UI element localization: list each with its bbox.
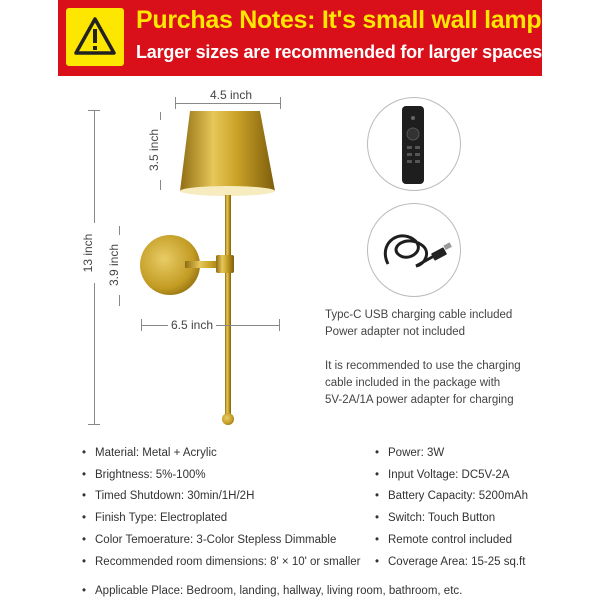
spec-remote: • Remote control included xyxy=(388,534,512,546)
recommendation-line-2: cable included in the package with xyxy=(325,377,501,389)
shade-width-label: 4.5 inch xyxy=(207,88,255,102)
lamp-stem xyxy=(225,195,231,417)
spec-battery-capacity: • Battery Capacity: 5200mAh xyxy=(388,490,528,502)
base-height-label: 3.9 inch xyxy=(107,235,121,295)
lamp-shade xyxy=(180,111,275,191)
recommendation-line-1: It is recommended to use the charging xyxy=(325,360,521,372)
banner-subtitle: Larger sizes are recommended for larger spaces xyxy=(136,42,542,62)
warning-badge xyxy=(66,8,124,66)
spec-coverage-area: • Coverage Area: 15-25 sq.ft xyxy=(388,556,525,568)
recommendation-line-3: 5V-2A/1A power adapter for charging xyxy=(325,394,514,406)
spec-input-voltage: • Input Voltage: DC5V-2A xyxy=(388,469,509,481)
shade-height-label: 3.5 inch xyxy=(147,120,161,180)
spec-room-dimensions: • Recommended room dimensions: 8' × 10' or smaller xyxy=(95,556,361,568)
usb-cable-image xyxy=(367,203,461,297)
spec-finish-type: • Finish Type: Electroplated xyxy=(95,512,227,524)
spec-timed-shutdown: • Timed Shutdown: 30min/1H/2H xyxy=(95,490,254,502)
usb-cable-icon xyxy=(368,204,460,296)
spec-brightness: • Brightness: 5%-100% xyxy=(95,469,206,481)
adapter-not-included-note: Power adapter not included xyxy=(325,326,466,338)
purchase-notes-banner xyxy=(58,0,542,76)
spec-switch: • Switch: Touch Button xyxy=(388,512,495,524)
banner-title: Purchas Notes: It's small wall lamp xyxy=(136,6,542,34)
spec-power: • Power: 3W xyxy=(388,447,444,459)
spec-applicable-place: • Applicable Place: Bedroom, landing, hallway, living room, bathroom, etc. xyxy=(95,585,462,597)
warning-triangle-icon xyxy=(72,14,118,60)
depth-label: 6.5 inch xyxy=(168,318,216,332)
total-height-label: 13 inch xyxy=(81,223,95,283)
spec-color-temperature: • Color Temoerature: 3-Color Stepless Dimmable xyxy=(95,534,336,546)
spec-material: • Material: Metal + Acrylic xyxy=(95,447,217,459)
remote-control-image xyxy=(367,97,461,191)
cable-included-note: Typc-C USB charging cable included xyxy=(325,309,513,321)
remote-control-icon xyxy=(368,98,460,190)
